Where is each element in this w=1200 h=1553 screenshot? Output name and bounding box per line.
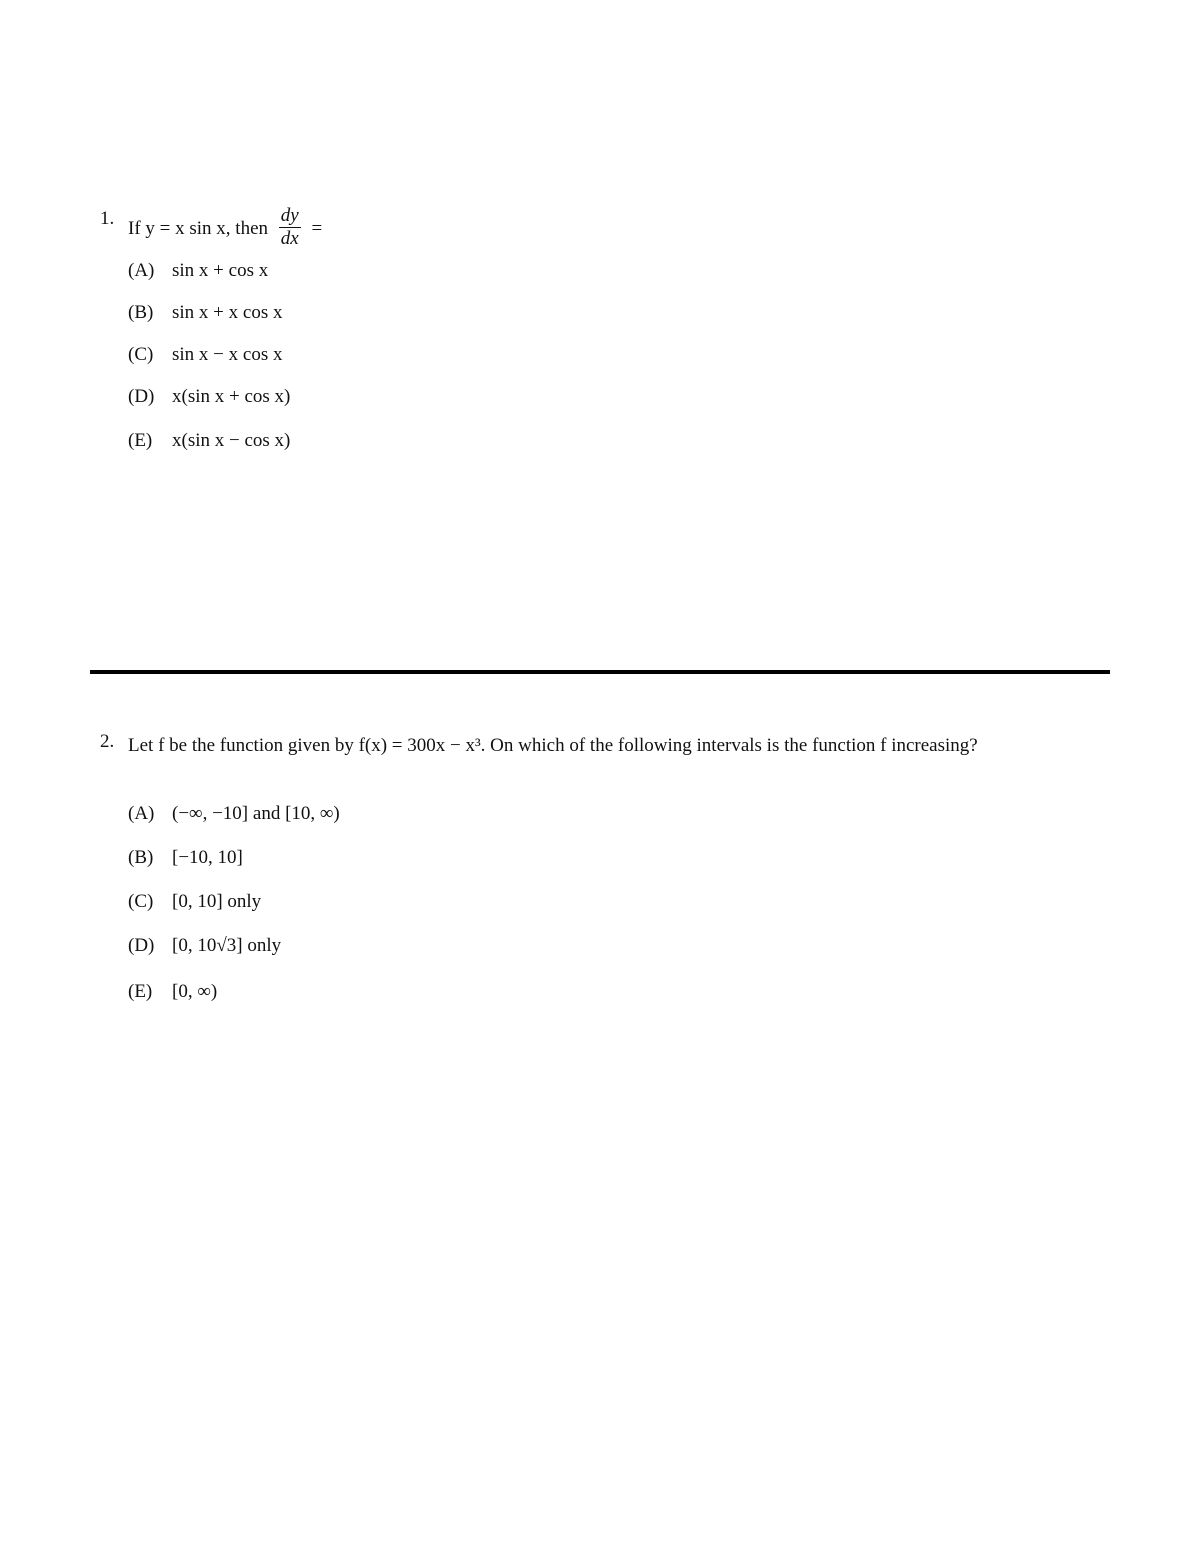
- question-1-stem-suffix: =: [311, 218, 323, 240]
- choice-letter: (D): [128, 935, 155, 956]
- question-1-stem: [100, 196, 1100, 249]
- choice-letter: (C): [128, 891, 154, 912]
- choice-text: (−∞, −10] and [10, ∞): [172, 803, 340, 824]
- question-2-choices: [128, 801, 340, 1023]
- choice-letter: (D): [128, 386, 155, 407]
- choice-letter: (A): [128, 260, 155, 281]
- question-2-choice-e: [128, 979, 340, 1023]
- question-1-choice-d: [128, 384, 290, 428]
- choice-text: sin x + cos x: [172, 260, 269, 281]
- question-2-stem: Let f be the function given by f(x) = 300x − x³. On which of the following intervals is the function f increasing?: [128, 735, 978, 756]
- fraction-denominator: dx: [280, 227, 299, 249]
- question-1-choice-c: [128, 342, 290, 384]
- choice-text: sin x + x cos x: [172, 302, 283, 323]
- question-1-number: 1.: [100, 208, 115, 229]
- question-2-choice-b: [128, 845, 340, 889]
- choice-text: x(sin x − cos x): [172, 430, 291, 451]
- choice-letter: (E): [128, 981, 153, 1002]
- question-1: [100, 196, 1100, 451]
- question-2-number: 2.: [100, 731, 115, 752]
- choice-text: sin x − x cos x: [172, 344, 283, 365]
- choice-letter: (C): [128, 344, 154, 365]
- question-1-stem-text: [128, 205, 323, 251]
- question-2-choice-a: [128, 801, 340, 845]
- question-1-choice-b: [128, 300, 290, 342]
- question-2-choice-c: [128, 889, 340, 933]
- choice-text: [0, ∞): [172, 981, 218, 1002]
- derivative-fraction: [279, 206, 301, 249]
- choice-text: x(sin x + cos x): [172, 386, 291, 407]
- choice-letter: (B): [128, 847, 154, 868]
- choice-letter: (E): [128, 430, 153, 451]
- choice-letter: (A): [128, 803, 155, 824]
- question-1-stem-prefix: If y = x sin x, then: [128, 217, 269, 239]
- choice-text: [−10, 10]: [172, 847, 243, 868]
- question-1-choice-e: [128, 428, 290, 472]
- question-1-choices: [128, 258, 290, 472]
- question-2-choice-d: [128, 933, 340, 979]
- choice-letter: (B): [128, 302, 154, 323]
- section-divider: [90, 670, 1110, 674]
- choice-text: [0, 10] only: [172, 891, 262, 912]
- question-1-choice-a: [128, 258, 290, 300]
- choice-text: [0, 10√3] only: [172, 935, 282, 956]
- fraction-numerator: dy: [280, 205, 299, 226]
